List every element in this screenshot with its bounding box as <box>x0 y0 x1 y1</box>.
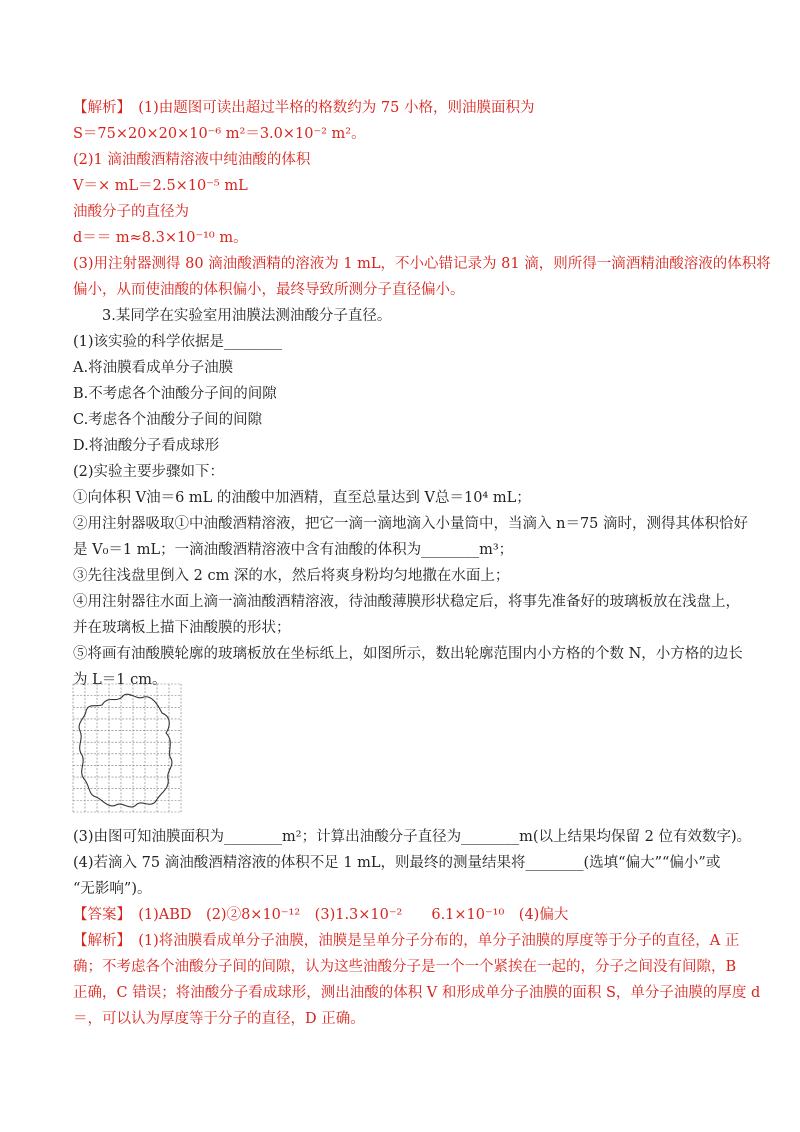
text-line: ④用注射器往水面上滴一滴油酸酒精溶液，待油酸薄膜形状稳定后，将事先准备好的玻璃板放在浅盘上， <box>73 594 740 610</box>
text-line: “无影响”)。 <box>73 881 152 897</box>
text-line: ＝，可以认为厚度等于分子的直径，D 正确。 <box>73 1011 365 1027</box>
text-line: 为 L＝1 cm。 <box>73 672 167 688</box>
text-line: A.将油膜看成单分子油膜 <box>73 360 234 376</box>
text-line: ③先往浅盘里倒入 2 cm 深的水，然后将爽身粉均匀地撒在水面上； <box>73 568 510 584</box>
text-line: ⑤将画有油酸膜轮廓的玻璃板放在坐标纸上，如图所示，数出轮廓范围内小方格的个数 N，小方格的边长 <box>73 646 743 662</box>
text-line: (2)实验主要步骤如下： <box>73 464 225 480</box>
text-line: (3)由图可知油膜面积为________m²；计算出油酸分子直径为________m(以上结果均保留 2 位有效数字)。 <box>73 829 752 845</box>
text-line: ②用注射器吸取①中油酸酒精溶液，把它一滴一滴地滴入小量筒中，当滴入 n＝75 滴时，测得其体积恰好 <box>73 516 749 532</box>
text-line: 并在玻璃板上描下油酸膜的形状； <box>73 620 291 636</box>
text-line: 【解析】 (1)将油膜看成单分子油膜，油膜是呈单分子分布的，单分子油膜的厚度等于分子的直径，A 正 <box>73 933 740 949</box>
text-line: V＝× mL＝2.5×10⁻⁵ mL <box>73 178 248 194</box>
text-line: 油酸分子的直径为 <box>73 204 189 220</box>
text-line: 正确，C 错误；将油酸分子看成球形，测出油酸的体积 V 和形成单分子油膜的面积 S，单分子油膜的厚度 d <box>73 985 761 1001</box>
text-line: 3.某同学在实验室用油膜法测油酸分子直径。 <box>73 308 392 324</box>
text-line: (2)1 滴油酸酒精溶液中纯油酸的体积 <box>73 152 311 168</box>
text-line: (4)若滴入 75 滴油酸酒精溶液的体积不足 1 mL，则最终的测量结果将________(选填“偏大”“偏小”或 <box>73 855 721 871</box>
oil-film-grid-figure <box>72 683 182 813</box>
text-line: 【答案】 (1)ABD (2)②8×10⁻¹² (3)1.3×10⁻² 6.1×10⁻¹⁰ (4)偏大 <box>73 907 569 923</box>
oil-film-outline <box>79 694 172 807</box>
text-line: d＝＝ m≈8.3×10⁻¹⁰ m。 <box>73 230 248 246</box>
text-line: (1)该实验的科学依据是________ <box>73 334 283 350</box>
text-line: 是 V₀＝1 mL；一滴油酸酒精溶液中含有油酸的体积为________m³； <box>73 542 514 558</box>
text-line: D.将油酸分子看成球形 <box>73 438 220 454</box>
text-line: S＝75×20×20×10⁻⁶ m²＝3.0×10⁻² m²。 <box>73 126 366 142</box>
text-line: C.考虑各个油酸分子间的间隙 <box>73 412 263 428</box>
text-line: 【解析】 (1)由题图可读出超过半格的格数约为 75 小格，则油膜面积为 <box>73 100 535 116</box>
text-line: 确；不考虑各个油酸分子间的间隙，认为这些油酸分子是一个一个紧挨在一起的，分子之间没有间隙，B <box>73 959 737 975</box>
text-line: ①向体积 V油＝6 mL 的油酸中加酒精，直至总量达到 V总＝10⁴ mL； <box>73 490 531 506</box>
text-line: 偏小，从而使油酸的体积偏小，最终导致所测分子直径偏小。 <box>73 282 465 298</box>
text-line: (3)用注射器测得 80 滴油酸酒精的溶液为 1 mL，不小心错记录为 81 滴，则所得一滴酒精油酸溶液的体积将 <box>73 256 771 272</box>
text-line: B.不考虑各个油酸分子间的间隙 <box>73 386 277 402</box>
